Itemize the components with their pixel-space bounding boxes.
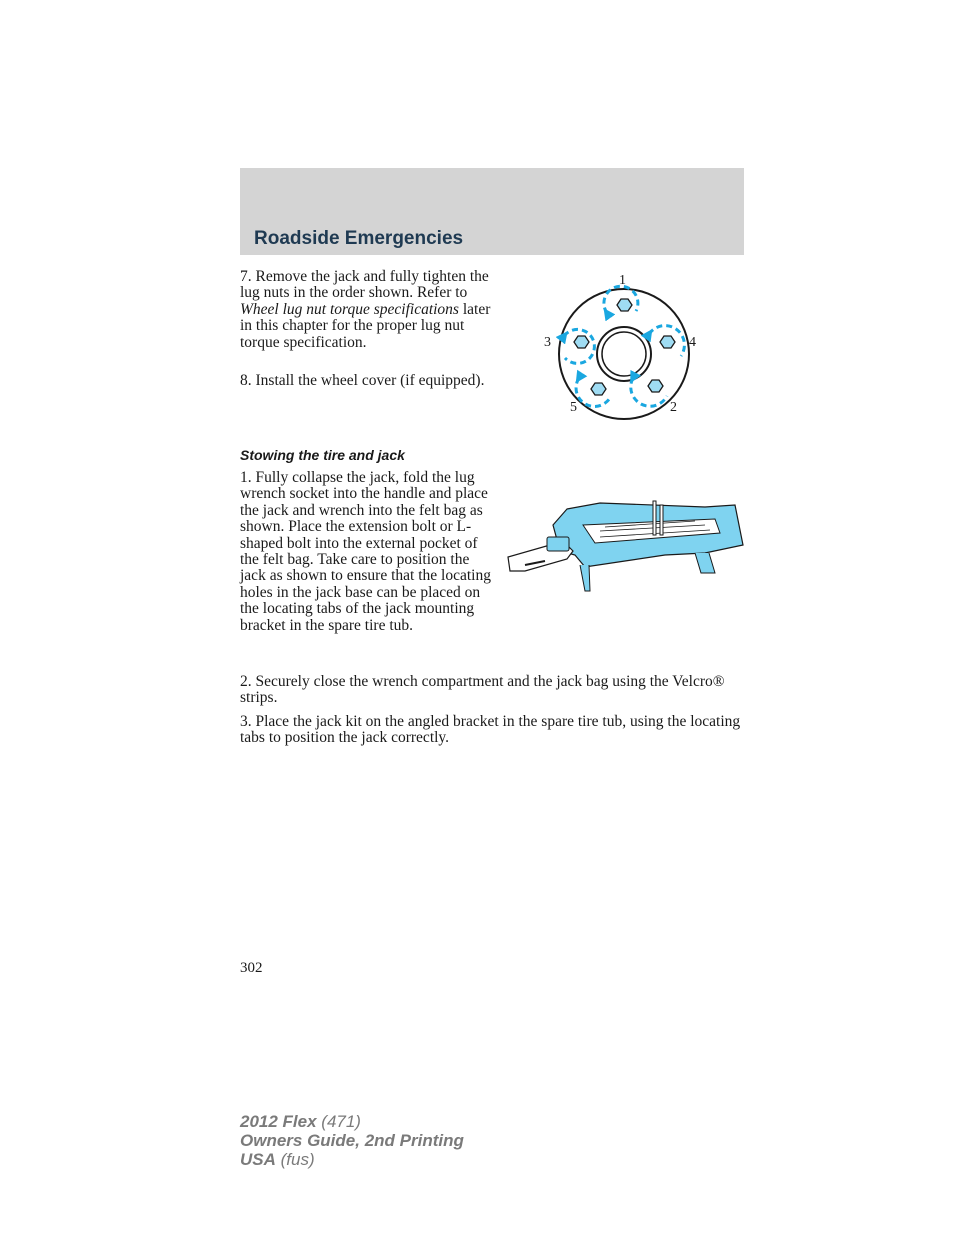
footer-line-2: Owners Guide, 2nd Printing [240,1131,464,1150]
wheel-hub-outer [597,327,651,381]
page-number: 302 [240,960,263,976]
bag-strap-right [695,553,715,573]
wheel-hub-inner [602,332,646,376]
wrench-pocket [547,537,569,551]
stowing-heading: Stowing the tire and jack [240,447,405,463]
label-3: 3 [544,335,551,350]
lug-nut-4-icon [649,326,684,356]
footer-market: USA [240,1150,276,1169]
footer-model: 2012 Flex [240,1112,317,1131]
step-7-lead: 7. Remove the jack and fully tighten the lug nuts in the order shown. Refer to [240,268,489,302]
bag-strap-left [580,565,590,591]
lug-nut-2-icon [631,378,667,406]
label-2: 2 [670,400,677,415]
jack-in-bag-illustration [505,495,750,595]
document-footer [240,1112,464,1169]
label-1: 1 [619,273,626,288]
footer-line-3 [240,1150,464,1169]
label-5: 5 [570,400,577,415]
step-7-tail: later in this chapter for the proper lug nut torque specification. [240,300,491,351]
label-4: 4 [689,335,696,350]
footer-market-code: (fus) [275,1150,315,1169]
stowing-step-2-text: 2. Securely close the wrench compartment and the jack bag using the Velcro® strips. [240,673,725,707]
lug-nut-3-icon [564,329,594,363]
footer-code: (471) [316,1112,361,1131]
section-title: Roadside Emergencies [254,228,464,249]
torque-spec-reference: Wheel lug nut torque specifications [240,300,459,318]
lug-nut-5-icon [576,378,610,406]
step-7-text [240,269,495,351]
lug-nut-order-diagram [535,268,715,428]
jack-screw [653,501,656,535]
stowing-step-3-text: 3. Place the jack kit on the angled bracket in the spare tire tub, using the locating tabs to position the jack correctly. [240,713,741,747]
stowing-step-1-text: 1. Fully collapse the jack, fold the lug wrench socket into the handle and place the jack and wrench into the felt bag as shown. Place the extension bolt or L-shaped bolt into the external pocket of the felt bag. Take care to position the jack as shown to ensure that the locating holes in the jack base can be placed on the locating tabs of the jack mounting bracket in the spare tire tub. [240,469,491,634]
step-8-text: 8. Install the wheel cover (if equipped). [240,372,485,389]
footer-line-1 [240,1112,464,1131]
